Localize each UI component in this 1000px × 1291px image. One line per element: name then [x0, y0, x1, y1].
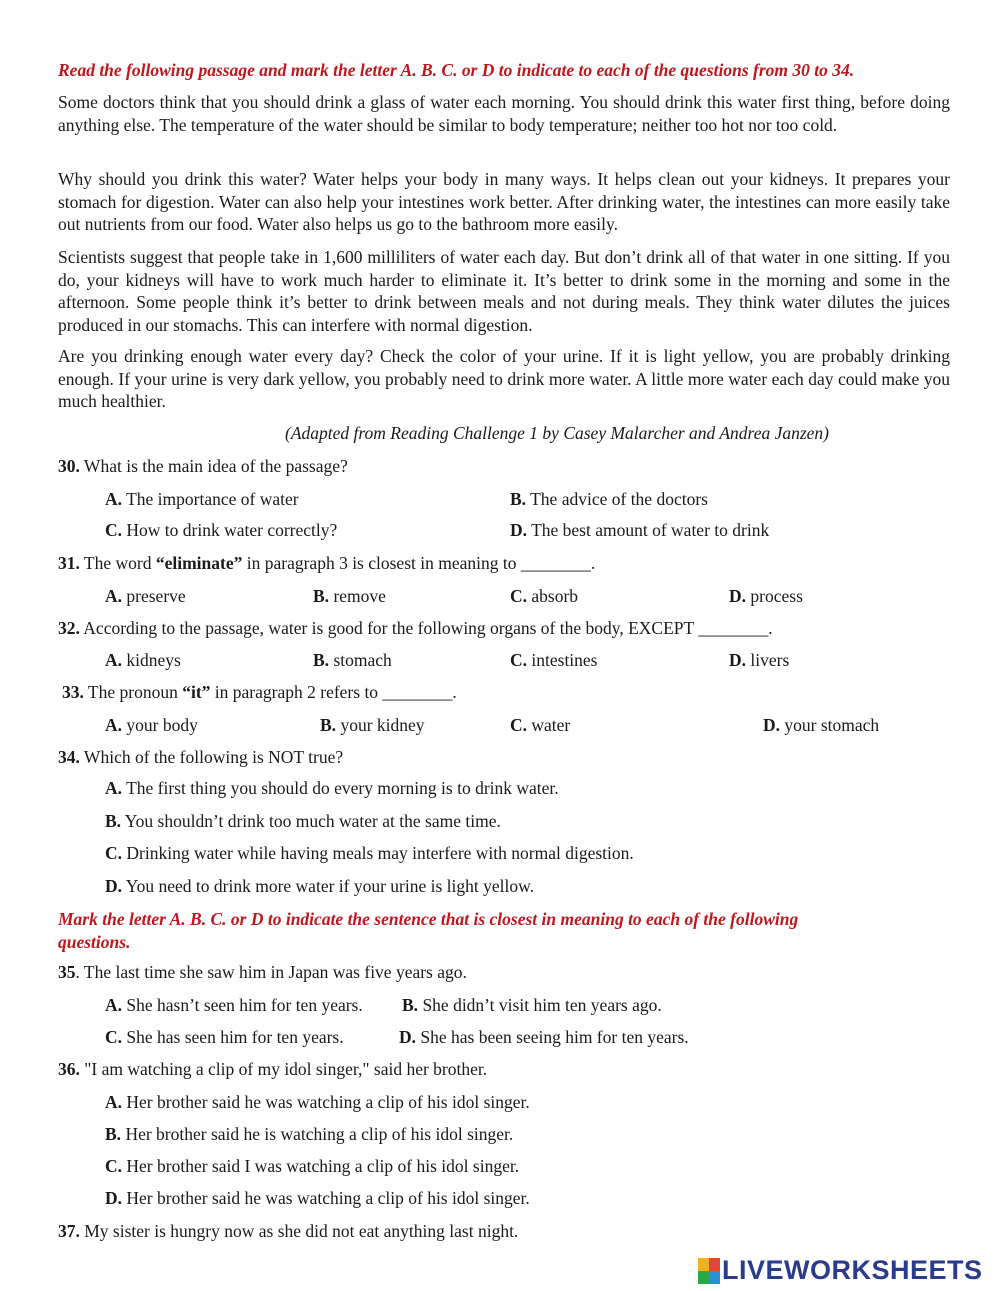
passage-paragraph-3: Scientists suggest that people take in 1,600 milliliters of water each day. But don’t drink all of that water in one sitting. If you do, your kidneys will have to work much harder to eliminate it. It’s better to drink some in the morning and some in the afternoon. Some people think it’s better to drink between meals and not during meals. They think water dilutes the juices produced in our stomachs. This can interfere with normal digestion. — [58, 247, 950, 335]
section2-instruction — [58, 908, 948, 954]
passage-paragraph-1: Some doctors think that you should drink a glass of water each morning. You should drink this water first thing, before doing anything else. The temperature of the water should be similar to body temperature; neither too hot nor too cold. — [58, 92, 950, 135]
question-33: 33. The pronoun “it” in paragraph 2 refers to ________. — [62, 682, 457, 702]
q33-option-d[interactable]: D. your stomach — [763, 715, 880, 735]
q32-option-d[interactable]: D. livers — [729, 650, 790, 670]
passage-source: (Adapted from Reading Challenge 1 by Casey Malarcher and Andrea Janzen) — [285, 423, 830, 443]
q35-option-b[interactable]: B. She didn’t visit him ten years ago. — [402, 995, 662, 1015]
question-30 — [58, 456, 348, 477]
q35-option-a[interactable]: A. She hasn’t seen him for ten years. — [105, 995, 363, 1015]
q32-option-c[interactable]: C. intestines — [510, 650, 598, 670]
q30-option-d[interactable]: D. The best amount of water to drink — [510, 520, 770, 540]
q34-option-c[interactable]: C. Drinking water while having meals may interfere with normal digestion. — [105, 843, 634, 863]
q34-option-a[interactable]: A. The first thing you should do every morning is to drink water. — [105, 778, 559, 798]
liveworksheets-logo-icon — [698, 1258, 720, 1284]
question-32: 32. According to the passage, water is good for the following organs of the body, EXCEPT ________. — [58, 618, 773, 638]
q34-option-b[interactable]: B. You shouldn’t drink too much water at the same time. — [105, 811, 501, 831]
q36-option-a[interactable]: A. Her brother said he was watching a clip of his idol singer. — [105, 1092, 530, 1112]
passage-paragraph-4: Are you drinking enough water every day? Check the color of your urine. If it is light yellow, you are probably drinking enough. If your urine is very dark yellow, you probably need to drink more water. A little more water each day could make you much healthier. — [58, 346, 950, 411]
question-35: 35. The last time she saw him in Japan was five years ago. — [58, 962, 467, 982]
q33-option-b[interactable]: B. your kidney — [320, 715, 425, 735]
q33-option-a[interactable]: A. your body — [105, 715, 198, 735]
q30-option-a[interactable]: A. The importance of water — [105, 489, 299, 509]
q31-option-b[interactable]: B. remove — [313, 586, 386, 606]
keyword: “it” — [182, 682, 211, 702]
section2-instruction-line2: questions. — [58, 932, 131, 952]
question-31: 31. The word “eliminate” in paragraph 3 is closest in meaning to ________. — [58, 553, 596, 573]
question-37: 37. My sister is hungry now as she did not eat anything last night. — [58, 1221, 519, 1241]
q35-option-d[interactable]: D. She has been seeing him for ten years. — [399, 1027, 689, 1047]
q30-option-c[interactable]: C. How to drink water correctly? — [105, 520, 338, 540]
q31-option-a[interactable]: A. preserve — [105, 586, 186, 606]
section2-instruction-line1: Mark the letter A. B. C. or D to indicate the sentence that is closest in meaning to each of the following — [58, 909, 799, 929]
question-number: 30. — [58, 456, 80, 476]
q33-option-c[interactable]: C. water — [510, 715, 571, 735]
logo-text: LIVEWORKSHEETS — [722, 1255, 983, 1285]
q32-option-a[interactable]: A. kidneys — [105, 650, 181, 670]
q34-option-d[interactable]: D. You need to drink more water if your urine is light yellow. — [105, 876, 535, 896]
section1-instruction: Read the following passage and mark the letter A. B. C. or D to indicate to each of the questions from 30 to 34. — [58, 60, 855, 80]
keyword: “eliminate” — [155, 553, 243, 573]
passage-paragraph-2: Why should you drink this water? Water helps your body in many ways. It helps clean out your kidneys. It prepares your stomach for digestion. Water can also help your intestines work better. After drinking water, the intestines can more easily take out nutrients from our food. Water also helps us go to the bathroom more easily. — [58, 169, 950, 234]
q36-option-b[interactable]: B. Her brother said he is watching a clip of his idol singer. — [105, 1124, 514, 1144]
q36-option-c[interactable]: C. Her brother said I was watching a clip of his idol singer. — [105, 1156, 520, 1176]
question-text: What is the main idea of the passage? — [79, 456, 348, 476]
liveworksheets-logo[interactable] — [698, 1255, 983, 1286]
q31-option-d[interactable]: D. process — [729, 586, 803, 606]
q35-option-c[interactable]: C. She has seen him for ten years. — [105, 1027, 344, 1047]
q30-option-b[interactable]: B. The advice of the doctors — [510, 489, 708, 509]
question-36: 36. "I am watching a clip of my idol singer," said her brother. — [58, 1059, 488, 1079]
question-34: 34. Which of the following is NOT true? — [58, 747, 344, 767]
q32-option-b[interactable]: B. stomach — [313, 650, 392, 670]
q31-option-c[interactable]: C. absorb — [510, 586, 579, 606]
q36-option-d[interactable]: D. Her brother said he was watching a clip of his idol singer. — [105, 1188, 530, 1208]
